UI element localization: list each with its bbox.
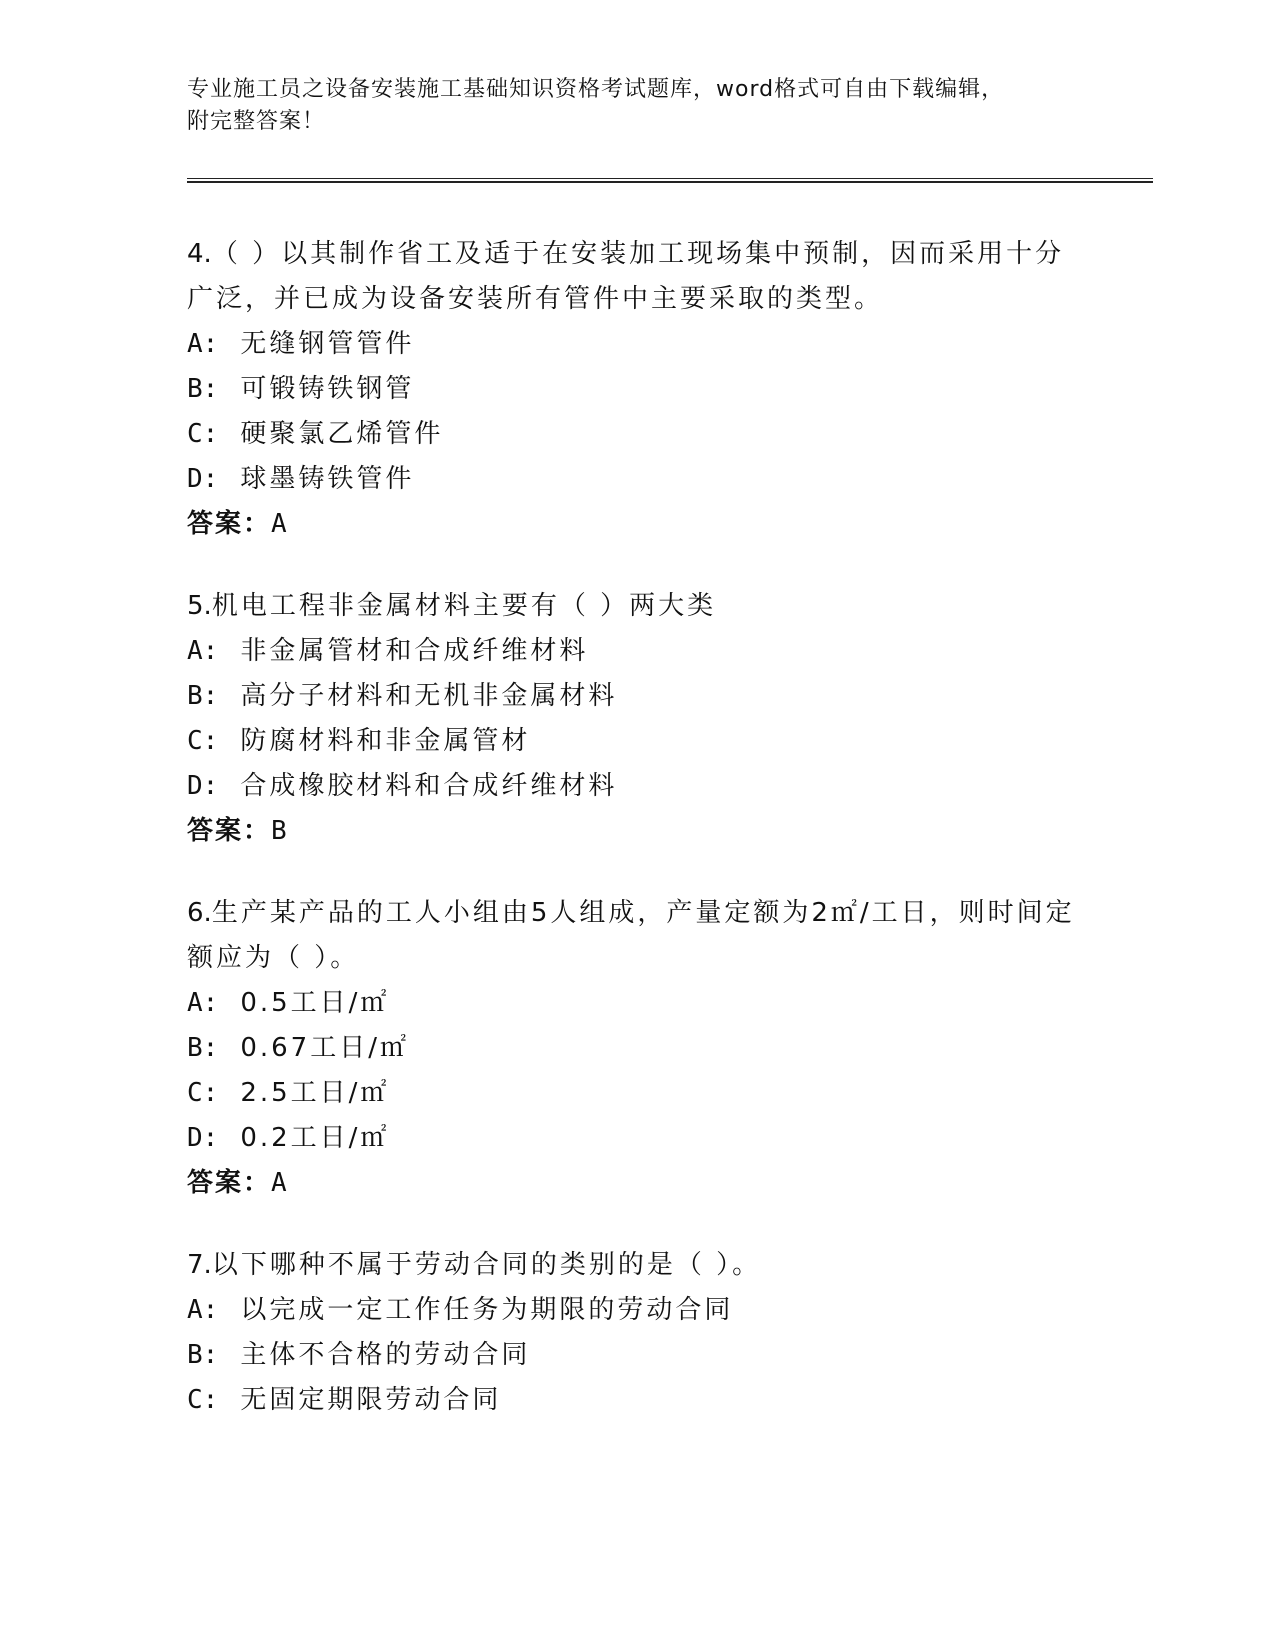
option-text: 高分子材料和无机非金属材料 — [240, 681, 618, 711]
question-5 — [187, 584, 1087, 854]
answer-line — [187, 809, 1087, 854]
question-body: 以下哪种不属于劳动合同的类别的是（ ）。 — [211, 1250, 762, 1280]
option-letter: D: — [187, 771, 219, 801]
option-letter: B: — [187, 1340, 219, 1370]
option-b — [187, 1026, 1087, 1071]
option-d — [187, 457, 1087, 502]
question-4 — [187, 232, 1087, 547]
option-b — [187, 1333, 1087, 1378]
option-letter: B: — [187, 1033, 219, 1063]
option-a — [187, 1288, 1087, 1333]
option-letter: C: — [187, 1385, 219, 1415]
answer-label: 答案： — [187, 1168, 272, 1198]
question-number: 4. — [187, 239, 212, 269]
option-letter: B: — [187, 681, 219, 711]
option-text: 合成橡胶材料和合成纤维材料 — [240, 771, 618, 801]
question-6 — [187, 891, 1087, 1206]
option-text: 无缝钢管管件 — [240, 329, 415, 359]
answer-line — [187, 1161, 1087, 1206]
question-body: 机电工程非金属材料主要有（ ）两大类 — [211, 591, 717, 621]
option-text: 0.67工日/㎡ — [240, 1033, 409, 1063]
answer-line — [187, 502, 1087, 547]
question-text — [187, 584, 1087, 629]
option-letter: D: — [187, 464, 219, 494]
option-text: 球墨铸铁管件 — [240, 464, 415, 494]
option-a — [187, 981, 1087, 1026]
option-text: 无固定期限劳动合同 — [240, 1385, 502, 1415]
question-number: 6. — [187, 898, 212, 928]
option-a — [187, 322, 1087, 367]
answer-value: A — [271, 1168, 287, 1198]
answer-value: B — [271, 816, 287, 846]
option-text: 以完成一定工作任务为期限的劳动合同 — [240, 1295, 734, 1325]
option-d — [187, 764, 1087, 809]
question-list — [187, 232, 1087, 1460]
option-b — [187, 674, 1087, 719]
header-line-2: 附完整答案！ — [187, 109, 326, 134]
option-text: 非金属管材和合成纤维材料 — [240, 636, 589, 666]
option-c — [187, 719, 1087, 764]
option-text: 硬聚氯乙烯管件 — [240, 419, 444, 449]
option-c — [187, 1378, 1087, 1423]
header-divider — [187, 178, 1153, 183]
option-letter: C: — [187, 1078, 219, 1108]
question-number: 5. — [187, 591, 212, 621]
option-letter: C: — [187, 419, 219, 449]
question-text — [187, 1243, 1087, 1288]
answer-label: 答案： — [187, 816, 272, 846]
option-a — [187, 629, 1087, 674]
option-b — [187, 367, 1087, 412]
option-letter: D: — [187, 1123, 219, 1153]
option-text: 0.5工日/㎡ — [240, 988, 390, 1018]
option-d — [187, 1116, 1087, 1161]
option-c — [187, 412, 1087, 457]
question-text — [187, 891, 1087, 981]
answer-value: A — [271, 509, 287, 539]
answer-label: 答案： — [187, 509, 272, 539]
option-letter: A: — [187, 329, 219, 359]
option-text: 主体不合格的劳动合同 — [240, 1340, 531, 1370]
question-number: 7. — [187, 1250, 212, 1280]
option-text: 防腐材料和非金属管材 — [240, 726, 531, 756]
question-text — [187, 232, 1087, 322]
option-c — [187, 1071, 1087, 1116]
option-letter: A: — [187, 636, 219, 666]
option-letter: B: — [187, 374, 219, 404]
header-line-1: 专业施工员之设备安装施工基础知识资格考试题库，word格式可自由下载编辑， — [187, 77, 1005, 102]
document-header — [187, 74, 1087, 138]
question-body: 生产某产品的工人小组由5人组成，产量定额为2㎡/工日，则时间定额应为（ ）。 — [187, 898, 1075, 973]
question-7 — [187, 1243, 1087, 1423]
option-letter: A: — [187, 1295, 219, 1325]
option-text: 可锻铸铁钢管 — [240, 374, 415, 404]
question-body: （ ）以其制作省工及适于在安装加工现场集中预制，因而采用十分广泛，并已成为设备安装所有管件中主要采取的类型。 — [187, 239, 1065, 314]
option-text: 0.2工日/㎡ — [240, 1123, 390, 1153]
option-text: 2.5工日/㎡ — [240, 1078, 390, 1108]
option-letter: C: — [187, 726, 219, 756]
option-letter: A: — [187, 988, 219, 1018]
